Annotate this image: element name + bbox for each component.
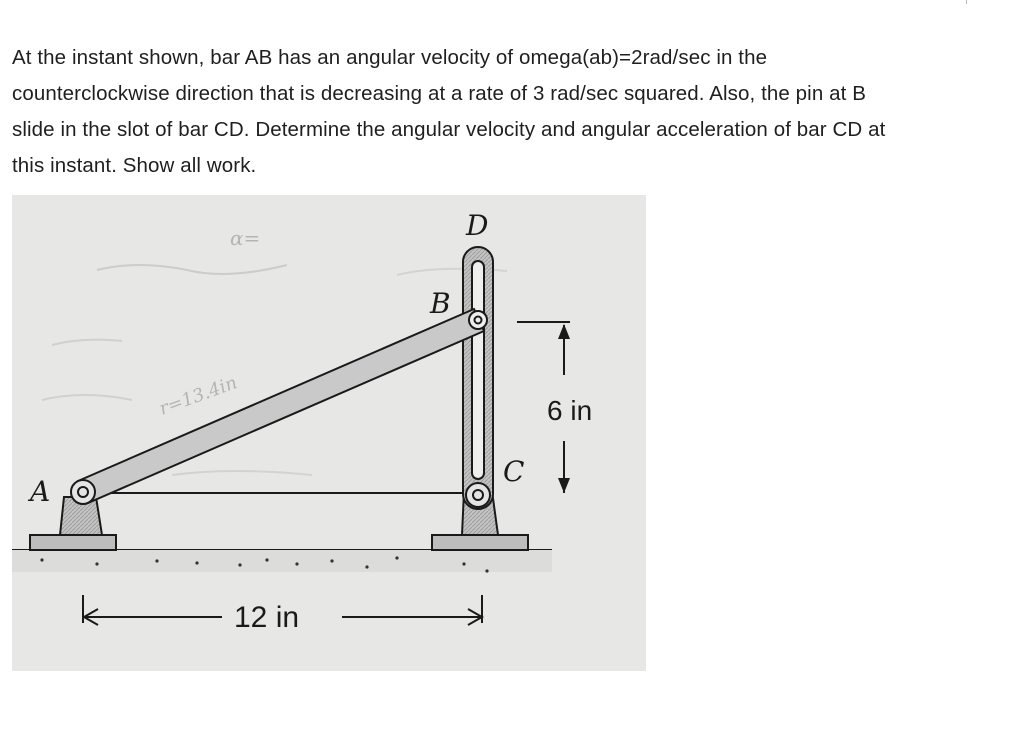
dimension-6-in: 6 in	[547, 395, 593, 426]
handwritten-radius: r=13.4in	[156, 372, 240, 420]
bar-cd	[463, 247, 493, 509]
question-line: slide in the slot of bar CD. Determine the angular velocity and angular acceleration of bar CD at	[12, 118, 886, 141]
question-line: counterclockwise direction that is decreasing at a rate of 3 rad/sec squared. Also, the pin at B	[12, 82, 866, 105]
ground	[12, 550, 552, 573]
dimension-horizontal	[83, 595, 482, 634]
pin-a	[71, 480, 95, 504]
problem-figure	[12, 195, 646, 671]
question-line: this instant. Show all work.	[12, 154, 257, 177]
label-c: C	[503, 455, 525, 488]
question-line: At the instant shown, bar AB has an angular velocity of omega(ab)=2rad/sec in the	[12, 46, 768, 69]
dimension-12-in: 12 in	[234, 601, 300, 634]
dimension-vertical	[517, 322, 592, 493]
label-a: A	[30, 475, 51, 508]
question-text	[12, 40, 1027, 184]
bar-ab	[78, 309, 484, 503]
label-b: B	[430, 287, 451, 320]
pin-b	[469, 311, 487, 329]
mechanism-diagram	[12, 195, 646, 671]
top-edge-mark	[966, 0, 967, 4]
handwritten-alpha: α=	[230, 226, 261, 250]
label-d: D	[466, 209, 489, 242]
pin-c	[466, 483, 490, 507]
